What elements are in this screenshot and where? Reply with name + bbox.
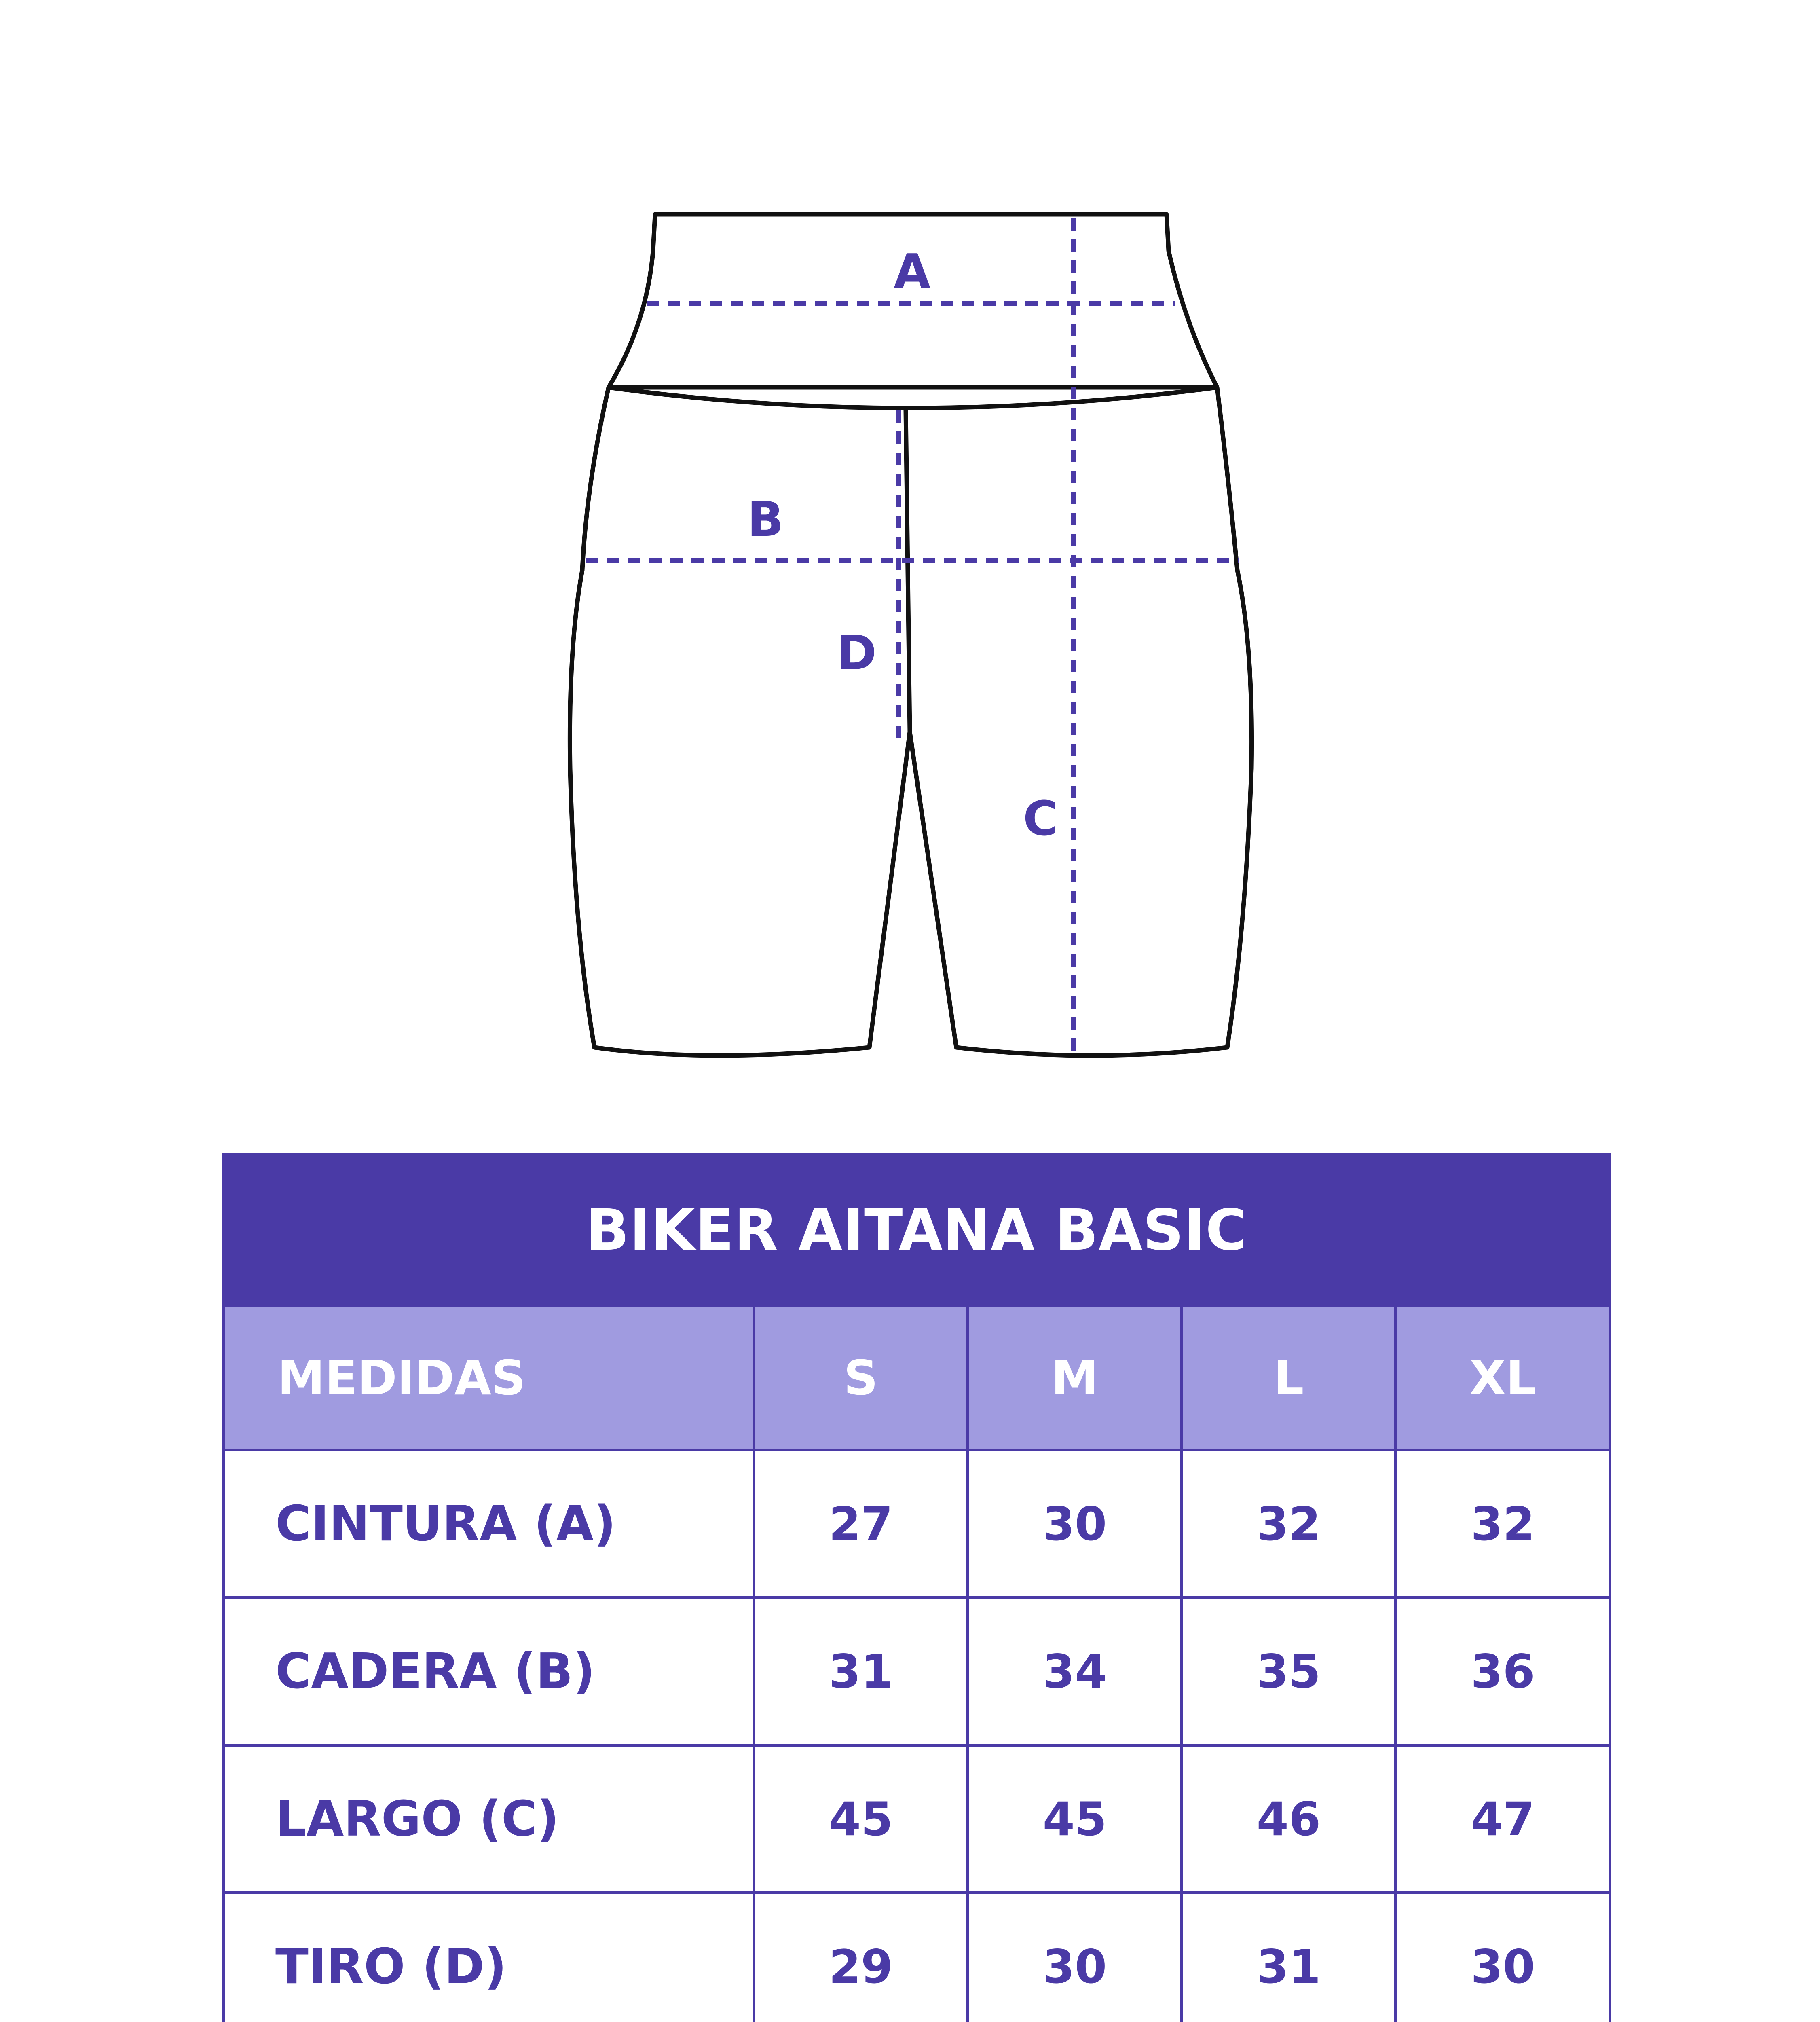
size-chart-table — [222, 1153, 1611, 2022]
table-row — [224, 1450, 1610, 1598]
cell-value: 30 — [968, 1893, 1182, 2022]
header-size-m: M — [968, 1306, 1182, 1450]
header-size-l: L — [1182, 1306, 1396, 1450]
row-label: TIRO (D) — [224, 1893, 754, 2022]
cell-value: 31 — [754, 1598, 968, 1745]
label-d: D — [837, 625, 877, 681]
cell-value: 32 — [1396, 1450, 1610, 1598]
cell-value: 47 — [1396, 1745, 1610, 1893]
table-row — [224, 1745, 1610, 1893]
cell-value: 32 — [1182, 1450, 1396, 1598]
label-c: C — [1023, 791, 1058, 846]
table-title: BIKER AITANA BASIC — [224, 1155, 1610, 1306]
cell-value: 29 — [754, 1893, 968, 2022]
cell-value: 35 — [1182, 1598, 1396, 1745]
label-a: A — [894, 243, 931, 299]
table-header-row — [224, 1306, 1610, 1450]
row-label: CADERA (B) — [224, 1598, 754, 1745]
table-row — [224, 1598, 1610, 1745]
row-label: LARGO (C) — [224, 1745, 754, 1893]
header-size-xl: XL — [1396, 1306, 1610, 1450]
label-b: B — [747, 491, 784, 547]
cell-value: 45 — [968, 1745, 1182, 1893]
row-label: CINTURA (A) — [224, 1450, 754, 1598]
waistband-seam — [609, 387, 1217, 408]
measurement-lines — [586, 218, 1239, 1055]
cell-value: 27 — [754, 1450, 968, 1598]
cell-value: 34 — [968, 1598, 1182, 1745]
cell-value: 30 — [968, 1450, 1182, 1598]
header-size-s: S — [754, 1306, 968, 1450]
table-row — [224, 1893, 1610, 2022]
center-seam — [906, 410, 910, 732]
shorts-outline — [570, 214, 1251, 1055]
cell-value: 31 — [1182, 1893, 1396, 2022]
cell-value: 30 — [1396, 1893, 1610, 2022]
header-measures: MEDIDAS — [224, 1306, 754, 1450]
cell-value: 45 — [754, 1745, 968, 1893]
table-title-row — [224, 1155, 1610, 1306]
cell-value: 46 — [1182, 1745, 1396, 1893]
cell-value: 36 — [1396, 1598, 1610, 1745]
